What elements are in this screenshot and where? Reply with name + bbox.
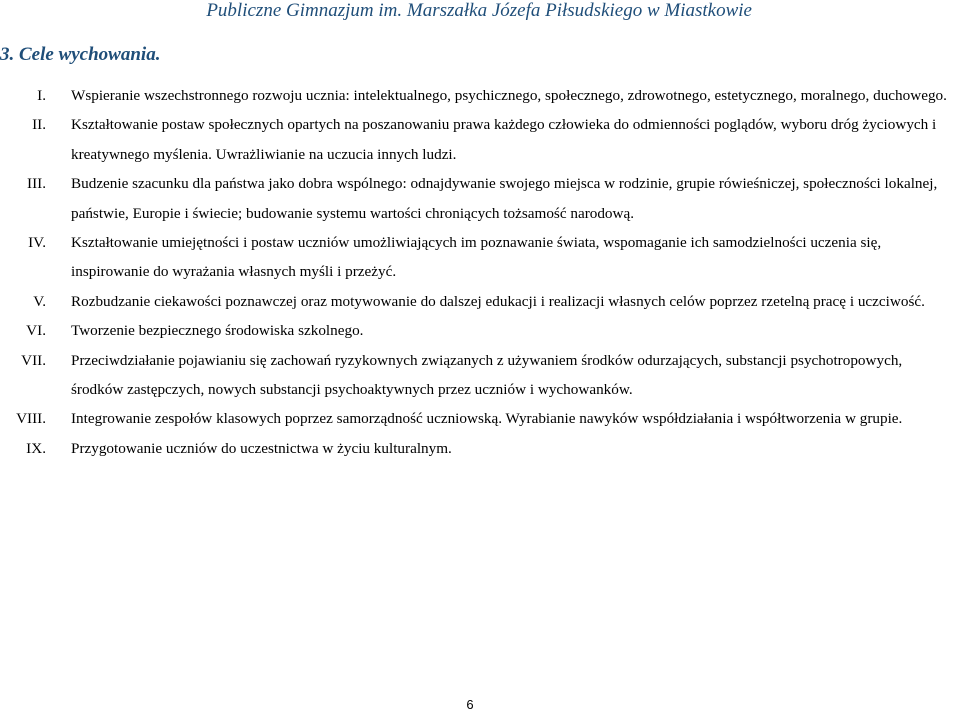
goal-item-3 bbox=[0, 169, 960, 228]
goal-text: Kształtowanie postaw społecznych opartych na poszanowaniu prawa każdego człowieka do odmienności poglądów, wyboru dróg życiowych i kreatywnego myślenia. Uwrażliwianie na uczucia innych ludzi. bbox=[71, 116, 937, 163]
goal-text: Wspieranie wszechstronnego rozwoju ucznia: intelektualnego, psychicznego, społecznego, zdrowotnego, estetycznego, moralnego, duchowego. bbox=[71, 87, 947, 104]
page-header: Publiczne Gimnazjum im. Marszałka Józefa Piłsudskiego w Miastkowie bbox=[206, 0, 752, 21]
goal-text: Tworzenie bezpiecznego środowiska szkolnego. bbox=[71, 322, 364, 340]
goal-item-5 bbox=[0, 287, 960, 316]
goal-item-4 bbox=[0, 228, 960, 287]
goal-text: Przeciwdziałanie pojawianiu się zachowań ryzykownych związanych z używaniem środków odurzających, substancji psychotropowych, środków zastępczych, nowych substancji psychoaktywnych przez uczniów i wychowanków. bbox=[71, 351, 903, 399]
goal-item-9 bbox=[0, 434, 960, 463]
goal-number: V. bbox=[33, 292, 46, 310]
goal-item-2 bbox=[0, 110, 960, 169]
page-number: 6 bbox=[466, 697, 474, 712]
goal-number: III. bbox=[27, 175, 46, 193]
goal-number: IV. bbox=[28, 234, 46, 252]
goal-text: Przygotowanie uczniów do uczestnictwa w życiu kulturalnym. bbox=[71, 439, 452, 457]
section-title: 3. Cele wychowania. bbox=[0, 44, 161, 65]
goal-number: I. bbox=[37, 87, 46, 104]
goal-text: Rozbudzanie ciekawości poznawczej oraz motywowanie do dalszej edukacji i realizacji własnych celów poprzez rzetelną pracę i uczciwość. bbox=[71, 292, 925, 310]
goal-item-7 bbox=[0, 346, 960, 405]
goal-number: IX. bbox=[26, 439, 46, 457]
goal-item-8 bbox=[0, 404, 960, 433]
goal-number: VI. bbox=[26, 322, 46, 340]
goal-number: II. bbox=[32, 116, 46, 134]
goal-text: Kształtowanie umiejętności i postaw uczniów umożliwiających im poznawanie świata, wspomaganie ich samodzielności uczenia się, inspirowanie do wyrażania własnych myśli i przeżyć. bbox=[71, 234, 882, 281]
goal-text: Integrowanie zespołów klasowych poprzez samorządność uczniowską. Wyrabianie nawyków współdziałania i współtworzenia w grupie. bbox=[71, 410, 903, 428]
goal-number: VIII. bbox=[16, 410, 46, 428]
goal-list bbox=[0, 81, 960, 463]
goal-number: VII. bbox=[21, 351, 46, 369]
goal-item-6 bbox=[0, 316, 960, 345]
goal-text: Budzenie szacunku dla państwa jako dobra wspólnego: odnajdywanie swojego miejsca w rodzinie, grupie rówieśniczej, społeczności lokalnej, państwie, Europie i świecie; budowanie systemu wartości chroniących tożsamość narodową. bbox=[71, 175, 938, 222]
goal-item-1 bbox=[0, 81, 960, 110]
